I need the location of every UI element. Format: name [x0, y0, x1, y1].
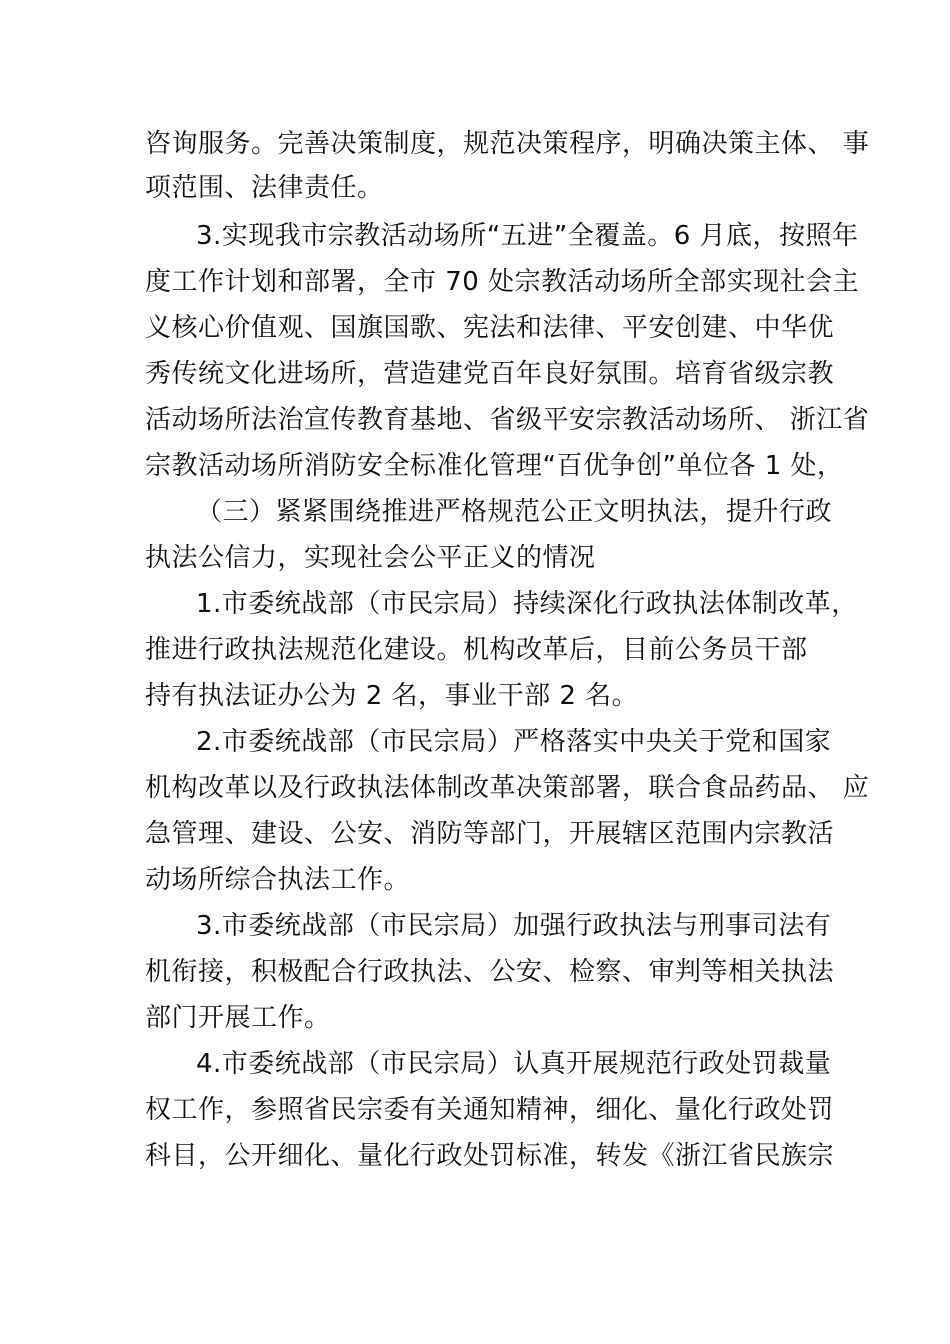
text-line-5: 义核心价值观、国旗国歌、宪法和法律、平安创建、中华优	[145, 313, 835, 343]
text-line-14: 2.市委统战部（市民宗局）严格落实中央关于党和国家	[196, 727, 832, 757]
text-line-4: 度工作计划和部署，全市 70 处宗教活动场所全部实现社会主	[145, 267, 860, 297]
text-line-12: 推进行政执法规范化建设。机构改革后，目前公务员干部	[145, 635, 808, 665]
text-line-20: 部门开展工作。	[145, 1003, 331, 1033]
text-line-16: 急管理、建设、公安、消防等部门，开展辖区范围内宗教活	[145, 819, 835, 849]
text-line-17: 动场所综合执法工作。	[145, 865, 411, 895]
text-line-19: 机衔接，积极配合行政执法、公安、检察、审判等相关执法	[145, 957, 835, 987]
text-line-22: 权工作，参照省民宗委有关通知精神，细化、量化行政处罚	[145, 1095, 835, 1125]
text-line-1: 咨询服务。完善决策制度，规范决策程序，明确决策主体、 事	[145, 129, 870, 159]
text-line-11: 1.市委统战部（市民宗局）持续深化行政执法体制改革，	[196, 589, 858, 619]
section-heading-line-2: 执法公信力，实现社会公平正义的情况	[145, 543, 596, 573]
text-line-8: 宗教活动场所消防安全标准化管理“百优争创”单位各 1 处，	[145, 451, 844, 481]
text-line-21: 4.市委统战部（市民宗局）认真开展规范行政处罚裁量	[196, 1049, 832, 1079]
text-line-13: 持有执法证办公为 2 名，事业干部 2 名。	[145, 681, 639, 711]
text-line-7: 活动场所法治宣传教育基地、省级平安宗教活动场所、 浙江省	[145, 405, 870, 435]
text-line-2: 项范围、法律责任。	[145, 173, 384, 203]
text-line-15: 机构改革以及行政执法体制改革决策部署，联合食品药品、 应	[145, 773, 870, 803]
text-line-18: 3.市委统战部（市民宗局）加强行政执法与刑事司法有	[196, 911, 832, 941]
text-line-23: 科目，公开细化、量化行政处罚标准，转发《浙江省民族宗	[145, 1141, 835, 1171]
section-heading-line-1: （三）紧紧围绕推进严格规范公正文明执法，提升行政	[196, 497, 833, 527]
text-line-3: 3.实现我市宗教活动场所“五进”全覆盖。6 月底，按照年	[196, 221, 859, 251]
text-line-6: 秀传统文化进场所，营造建党百年良好氛围。培育省级宗教	[145, 359, 835, 389]
